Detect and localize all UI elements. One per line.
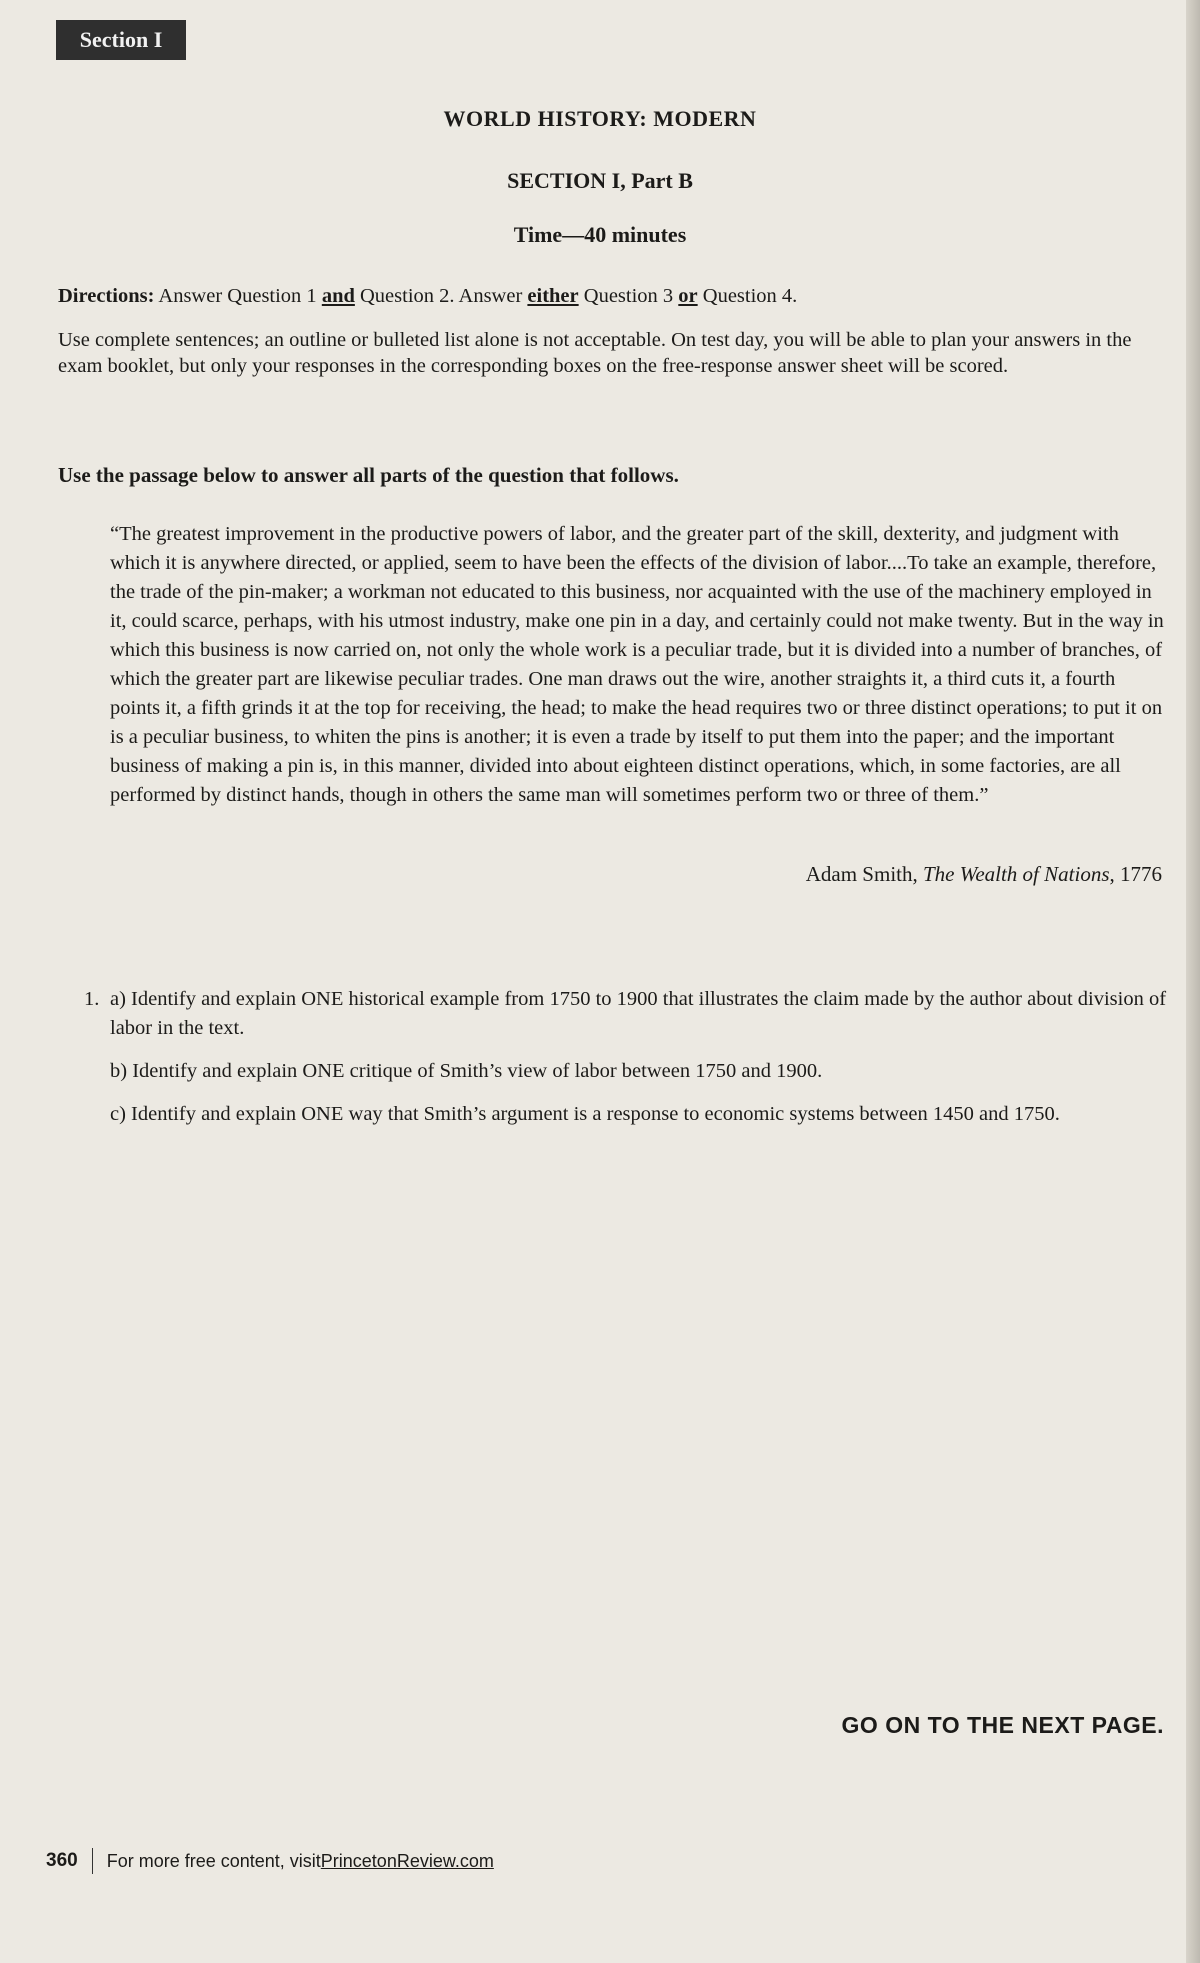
footer-divider: [92, 1848, 93, 1874]
footer-text: For more free content, visit: [106, 1850, 321, 1871]
directions-text-3: Question 3: [578, 285, 679, 307]
directions: [58, 283, 1178, 397]
directions-and: and: [321, 285, 355, 307]
footer-link[interactable]: PrincetonReview.com: [320, 1850, 494, 1871]
question-number: 1.: [84, 988, 100, 1010]
directions-or: or: [678, 285, 698, 307]
passage-text: “The greatest improvement in the productive powers of labor, and the greater part of the skill, dexterity, and judgment with which it is anywhere directed, or applied, seem to have been the effects of the division of labor....To take an example, therefore, the trade of the pin-maker; a workman not educated to this business, nor acquainted with the use of the machinery employed in it, could scarce, perhaps, with his utmost industry, make one pin in a day, and certainly could not make twenty. But in the way in which this business is now carried on, not only the whole work is a peculiar trade, but it is divided into a number of branches, of which the greater part are likewise peculiar trades. One man draws out the wire, another straights it, a third cuts it, a fourth points it, a fifth grinds it at the top for receiving, the head; to make the head requires two or three distinct operations; to put it on is a peculiar business, to whiten the pins is another; it is even a trade by itself to put them into the paper; and the important business of making a pin is, in this manner, divided into about eighteen distinct operations, which, in some factories, are all performed by distinct hands, though in others the same man will sometimes perform two or three of them.”: [110, 523, 1164, 806]
directions-line: [58, 283, 1178, 309]
next-page-notice: GO ON TO THE NEXT PAGE.: [841, 1712, 1164, 1738]
question-block: [84, 985, 1174, 1143]
directions-text-4: Question 4.: [697, 285, 798, 307]
page-footer: [46, 1848, 494, 1874]
question-part-c: c) Identify and explain ONE way that Smith’s argument is a response to economic systems between 1450 and 1750.: [110, 1103, 1060, 1125]
time-title: Time—40 minutes: [513, 222, 687, 247]
directions-label: Directions:: [58, 285, 155, 307]
section-tab: Section I: [56, 20, 186, 60]
part-title: SECTION I, Part B: [507, 168, 693, 193]
subject-title: WORLD HISTORY: MODERN: [443, 106, 757, 131]
page-number: 360: [46, 1850, 78, 1871]
directions-either: either: [527, 285, 579, 307]
directions-text-1: Answer Question 1: [154, 285, 322, 307]
directions-body: Use complete sentences; an outline or bulleted list alone is not acceptable. On test day, you will be able to plan your answers in the exam booklet, but only your responses in the corresponding boxes on the free-response answer sheet will be scored.: [58, 329, 1132, 377]
question-part-b: b) Identify and explain ONE critique of Smith’s view of labor between 1750 and 1900.: [110, 1060, 823, 1082]
attribution: [806, 862, 1162, 887]
passage-instruction: Use the passage below to answer all parts of the question that follows.: [58, 463, 679, 487]
attribution-author: Adam Smith,: [805, 862, 923, 886]
directions-text-2: Question 2. Answer: [354, 285, 528, 307]
attribution-work: The Wealth of Nations: [923, 862, 1110, 886]
attribution-year: , 1776: [1109, 862, 1162, 886]
question-part-a: a) Identify and explain ONE historical example from 1750 to 1900 that illustrates the claim made by the author about division of labor in the text.: [110, 988, 1167, 1039]
